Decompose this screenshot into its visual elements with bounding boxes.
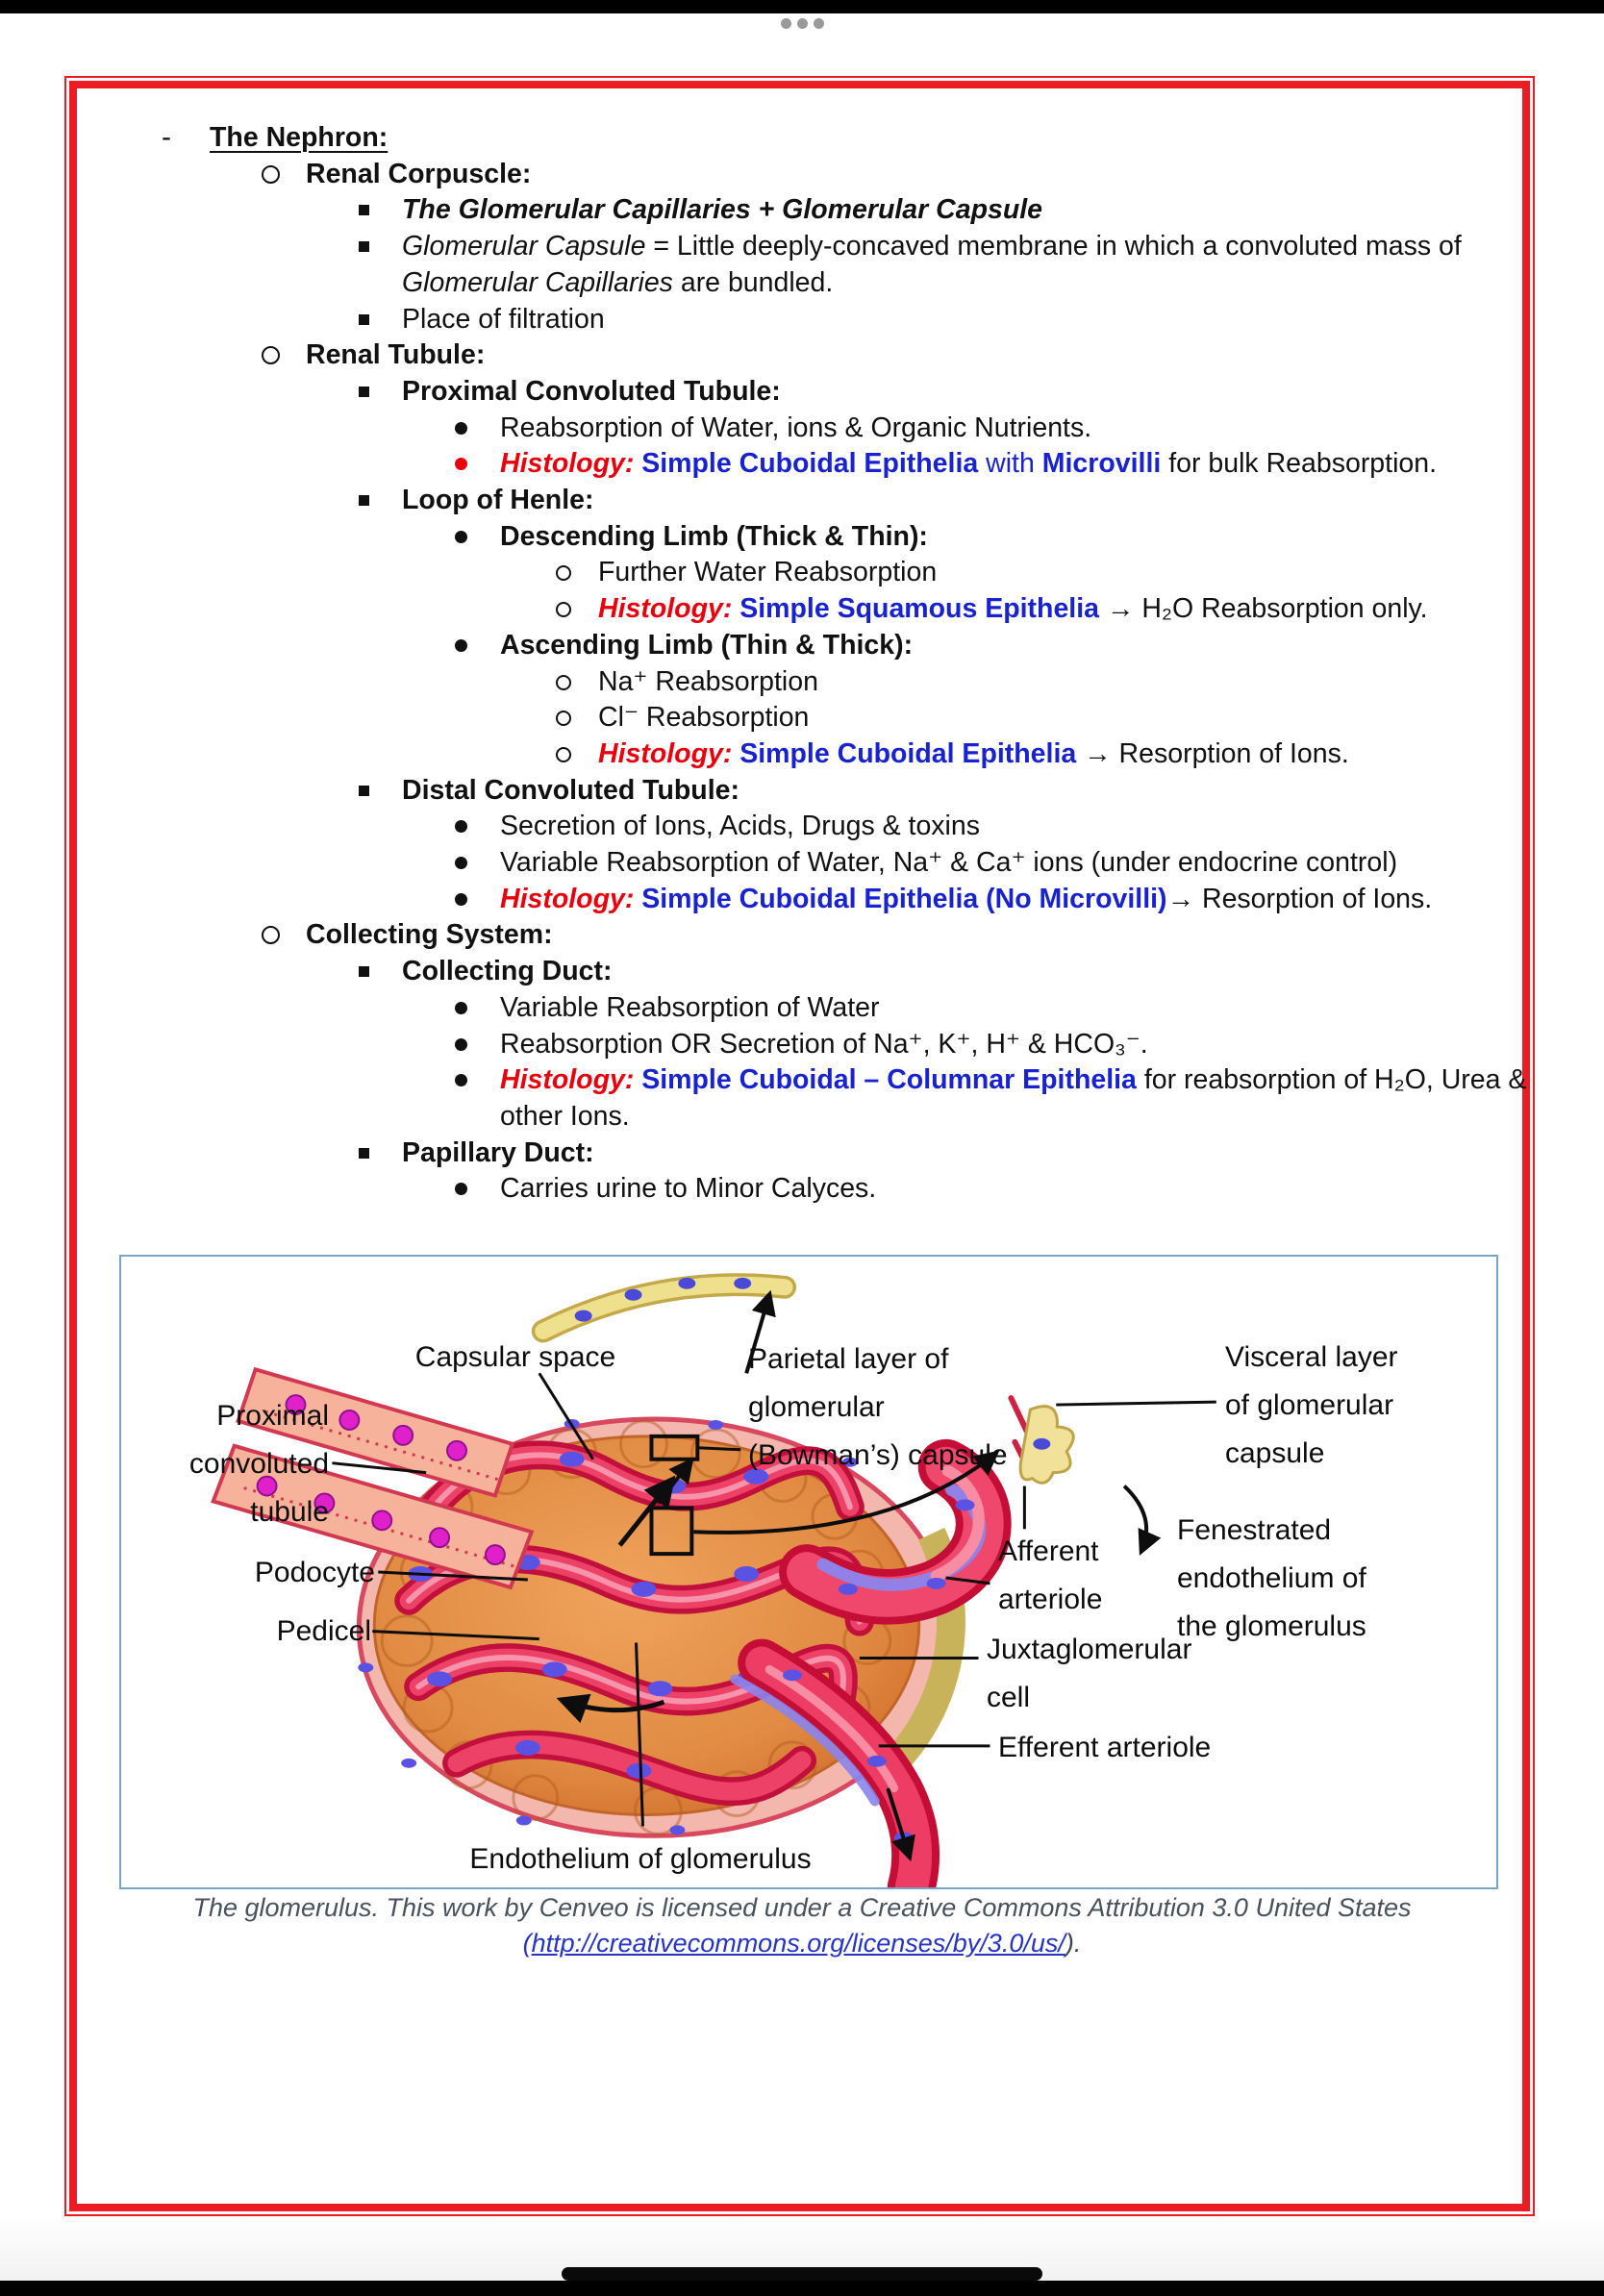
bullet-dash-icon: - [162, 121, 171, 153]
label-pedicel: Pedicel [276, 1615, 371, 1647]
outline-line [0, 119, 1500, 156]
label-capsular-space: Capsular space [414, 1341, 616, 1373]
outline-line [0, 228, 1500, 264]
outline-text: Glomerular Capsule = Little deeply-concaved membrane in which a convoluted mass of [402, 231, 1462, 262]
bullet-disc-icon [455, 422, 467, 435]
bullet-circle-icon [262, 926, 280, 944]
bullet-circle-sm-icon [556, 602, 571, 617]
bullet-square-icon [359, 387, 369, 397]
label-endothelium-of-glomerulus: Endothelium of glomerulus [469, 1843, 812, 1875]
home-indicator[interactable] [562, 2267, 1042, 2281]
bullet-disc-icon [455, 893, 467, 906]
outline-line [0, 916, 1500, 953]
outline-line [0, 156, 1500, 192]
ellipsis-menu-icon[interactable] [0, 18, 1604, 29]
outline-line [0, 1170, 1500, 1207]
outline-text: Further Water Reabsorption [598, 557, 938, 588]
bullet-square-icon [359, 314, 369, 325]
outline-line [0, 627, 1500, 663]
bullet-circle-sm-icon [556, 675, 571, 690]
outline-text: Place of filtration [402, 303, 605, 335]
outline-text: Secretion of Ions, Acids, Drugs & toxins [500, 811, 980, 842]
outline-text: Carries urine to Minor Calyces. [500, 1173, 877, 1205]
bullet-disc-icon [455, 1074, 467, 1086]
outline-text: other Ions. [500, 1100, 630, 1132]
outline-text: Descending Limb (Thick & Thin): [500, 520, 928, 552]
outline-line [0, 445, 1500, 482]
outline-line [0, 482, 1500, 518]
outline-line [0, 699, 1500, 736]
glomerulus-figure [119, 1255, 1498, 1889]
outline-text: Na⁺ Reabsorption [598, 665, 818, 697]
outline-line [0, 410, 1500, 446]
outline-text: Histology: Simple Cuboidal – Columnar Epithelia for reabsorption of H₂O, Urea & [500, 1064, 1527, 1096]
figure-caption-line1: The glomerulus. This work by Cenveo is licensed under a Creative Commons Attribution 3.0 United States [192, 1893, 1412, 1922]
bullet-square-icon [359, 1148, 369, 1159]
outline-text: The Nephron: [210, 122, 388, 153]
outline-text: Reabsorption of Water, ions & Organic Nutrients. [500, 412, 1092, 443]
bullet-disc-icon [455, 531, 467, 543]
bullet-circle-icon [262, 346, 280, 364]
outline-line [0, 1098, 1500, 1135]
outline-line [0, 772, 1500, 809]
outline-line [0, 736, 1500, 772]
outline-text: Collecting Duct: [402, 956, 613, 987]
outline-text: Papillary Duct: [402, 1136, 594, 1168]
bullet-square-icon [359, 966, 369, 977]
outline-line [0, 1135, 1500, 1171]
outline-line [0, 337, 1500, 373]
label-proximal-convoluted-tubule: Proximal convoluted tubule [188, 1400, 329, 1528]
outline-line [0, 953, 1500, 989]
outline-line [0, 554, 1500, 590]
label-fenestrated-endothelium: Fenestrated endothelium of the glomerulus [1177, 1514, 1366, 1642]
outline-text: Histology: Simple Cuboidal Epithelia → Resorption of Ions. [598, 737, 1349, 769]
bullet-disc-red-icon [455, 458, 467, 470]
bullet-circle-icon [262, 165, 280, 184]
outline-text: Variable Reabsorption of Water, Na⁺ & Ca⁺ ions (under endocrine control) [500, 847, 1398, 878]
bullet-disc-icon [455, 1002, 467, 1014]
outline-line [0, 301, 1500, 337]
outline-text: Histology: Simple Cuboidal Epithelia (No Microvilli)→ Resorption of Ions. [500, 883, 1433, 914]
label-parietal-layer: Parietal layer of glomerular (Bowman’s) capsule [748, 1343, 1008, 1471]
outline-line [0, 518, 1500, 555]
outline-line [0, 373, 1500, 410]
bullet-disc-icon [455, 857, 467, 869]
outline-text: The Glomerular Capillaries + Glomerular Capsule [402, 194, 1043, 226]
outline-text: Reabsorption OR Secretion of Na⁺, K⁺, H⁺ & HCO₃⁻. [500, 1028, 1148, 1060]
outline-text: Variable Reabsorption of Water [500, 991, 880, 1023]
bullet-square-icon [359, 205, 369, 215]
caption-paren-close: ). [1065, 1929, 1082, 1958]
bullet-square-icon [359, 495, 369, 506]
label-podocyte: Podocyte [254, 1557, 375, 1588]
outline-line [0, 590, 1500, 627]
outline-text: Renal Tubule: [306, 339, 486, 371]
outline-text: Histology: Simple Cuboidal Epithelia with Microvilli for bulk Reabsorption. [500, 448, 1438, 480]
label-visceral-layer: Visceral layer of glomerular capsule [1225, 1341, 1398, 1469]
caption-paren-open: ( [522, 1929, 532, 1958]
outline-line [0, 663, 1500, 700]
bullet-circle-sm-icon [556, 747, 571, 762]
bullet-square-icon [359, 241, 369, 252]
outline-line [0, 989, 1500, 1026]
creativecommons-link[interactable]: http://creativecommons.org/licenses/by/3.0/us/ [531, 1929, 1065, 1958]
outline-text: Histology: Simple Squamous Epithelia → H₂O Reabsorption only. [598, 593, 1428, 625]
bullet-disc-icon [455, 639, 467, 652]
outline-text: Renal Corpuscle: [306, 158, 532, 189]
parietal-fragment-shape [543, 1278, 785, 1332]
outline-line [0, 191, 1500, 228]
outline-line [0, 844, 1500, 881]
label-afferent-arteriole: Afferent arteriole [998, 1535, 1103, 1615]
bullet-circle-sm-icon [556, 711, 571, 726]
bullet-disc-icon [455, 820, 467, 833]
outline-line [0, 881, 1500, 917]
outline-text: Glomerular Capillaries are bundled. [402, 266, 834, 298]
bullet-disc-icon [455, 1183, 467, 1195]
label-juxtaglomerular-cell: Juxtaglomerular cell [987, 1634, 1192, 1713]
outline-line [0, 264, 1500, 301]
label-efferent-arteriole: Efferent arteriole [998, 1732, 1212, 1763]
outline-text: Loop of Henle: [402, 485, 594, 515]
outline-line [0, 808, 1500, 844]
bullet-disc-icon [455, 1038, 467, 1051]
figure-caption-line2 [0, 1929, 1604, 1959]
outline-text: Collecting System: [306, 919, 553, 951]
outline-text: Ascending Limb (Thin & Thick): [500, 629, 914, 661]
outline-text: Proximal Convoluted Tubule: [402, 375, 781, 407]
outline-line [0, 1061, 1527, 1098]
visceral-fragment-shape [1011, 1398, 1073, 1483]
bottom-bar [0, 2281, 1604, 2296]
outline-text: Distal Convoluted Tubule: [402, 774, 739, 806]
bullet-circle-sm-icon [556, 565, 571, 581]
status-bar [0, 0, 1604, 13]
outline-text: Cl⁻ Reabsorption [598, 702, 810, 734]
bullet-square-icon [359, 786, 369, 796]
outline-line [0, 1026, 1500, 1062]
